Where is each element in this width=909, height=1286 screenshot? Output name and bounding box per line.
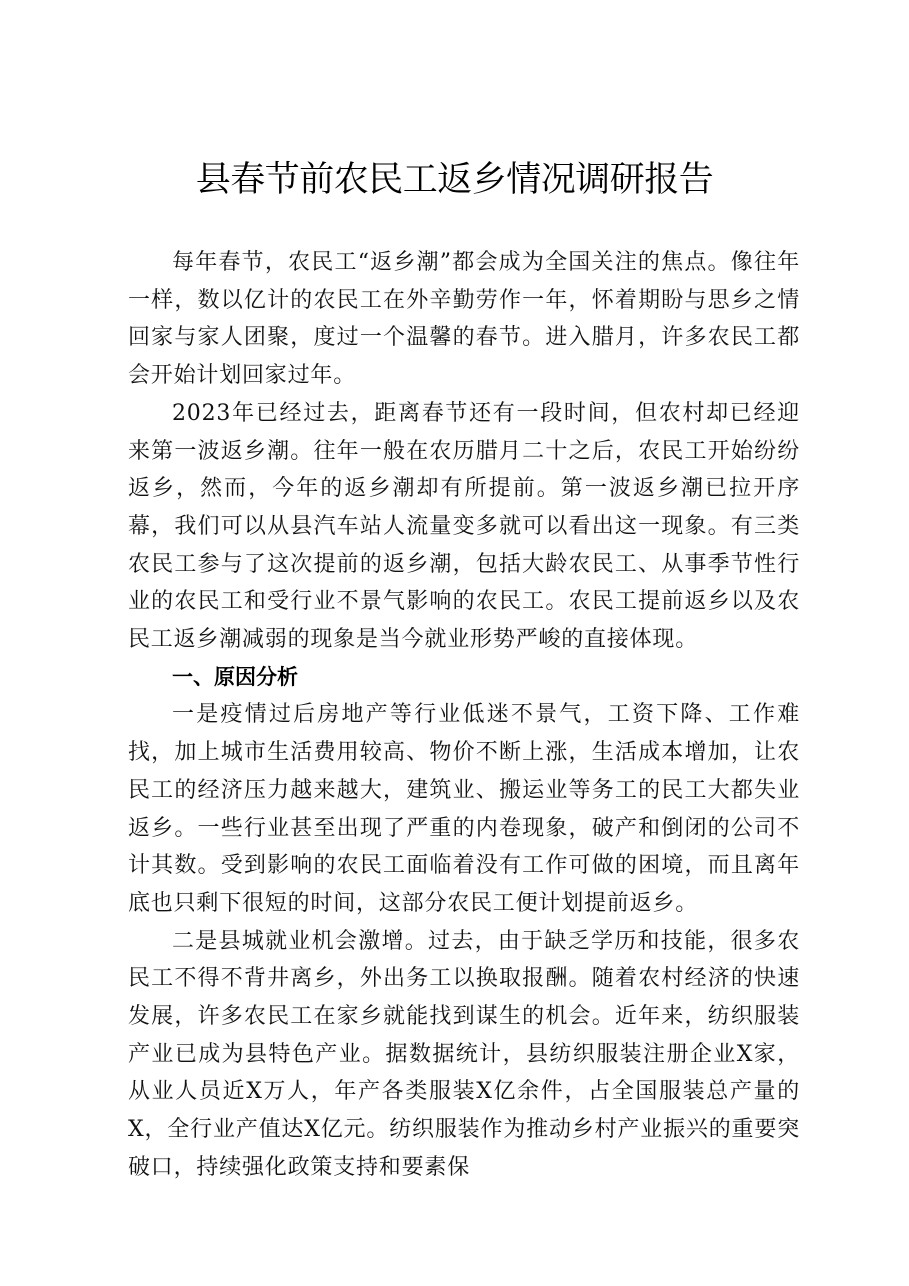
section-heading-cause-analysis: 一、原因分析 [172, 664, 298, 689]
document-title: 县春节前农民工返乡情况调研报告 [195, 160, 714, 200]
intro-paragraph-2: 2023年已经过去，距离春节还有一段时间，但农村却已经迎来第一波返乡潮。往年一般在农历腊月二十之后，农民工开始纷纷返乡，然而，今年的返乡潮却有所提前。第一波返乡潮已拉开序幕，我们可以从县汽车站人流量变多就可以看出这一现象。有三类农民工参与了这次提前的返乡潮，包括大龄农民工、从事季节性行业的农民工和受行业不景气影响的农民工。农民工提前返乡以及农民工返乡潮减弱的现象是当今就业形势严峻的直接体现。 [128, 400, 800, 653]
section-paragraph-2: 二是县城就业机会激增。过去，由于缺乏学历和技能，很多农民工不得不背井离乡，外出务工以换取报酬。随着农村经济的快速发展，许多农民工在家乡就能找到谋生的机会。近年来，纺织服装产业已成为县特色产业。据数据统计，县纺织服装注册企业X家，从业人员近X万人，年产各类服装X亿余件，占全国服装总产量的X，全行业产值达X亿元。纺织服装作为推动乡村产业振兴的重要突破口，持续强化政策支持和要素保 [128, 928, 800, 1180]
intro-paragraph-1: 每年春节，农民工“返乡潮”都会成为全国关注的焦点。像往年一样，数以亿计的农民工在外辛勤劳作一年，怀着期盼与思乡之情回家与家人团聚，度过一个温馨的春节。进入腊月，许多农民工都会开始计划回家过年。 [128, 250, 800, 389]
section-paragraph-1: 一是疫情过后房地产等行业低迷不景气，工资下降、工作难找，加上城市生活费用较高、物价不断上涨，生活成本增加，让农民工的经济压力越来越大，建筑业、搬运业等务工的民工大都失业返乡。一些行业甚至出现了严重的内卷现象，破产和倒闭的公司不计其数。受到影响的农民工面临着没有工作可做的困境，而且离年底也只剩下很短的时间，这部分农民工便计划提前返乡。 [128, 702, 800, 916]
document-body [128, 244, 800, 1187]
